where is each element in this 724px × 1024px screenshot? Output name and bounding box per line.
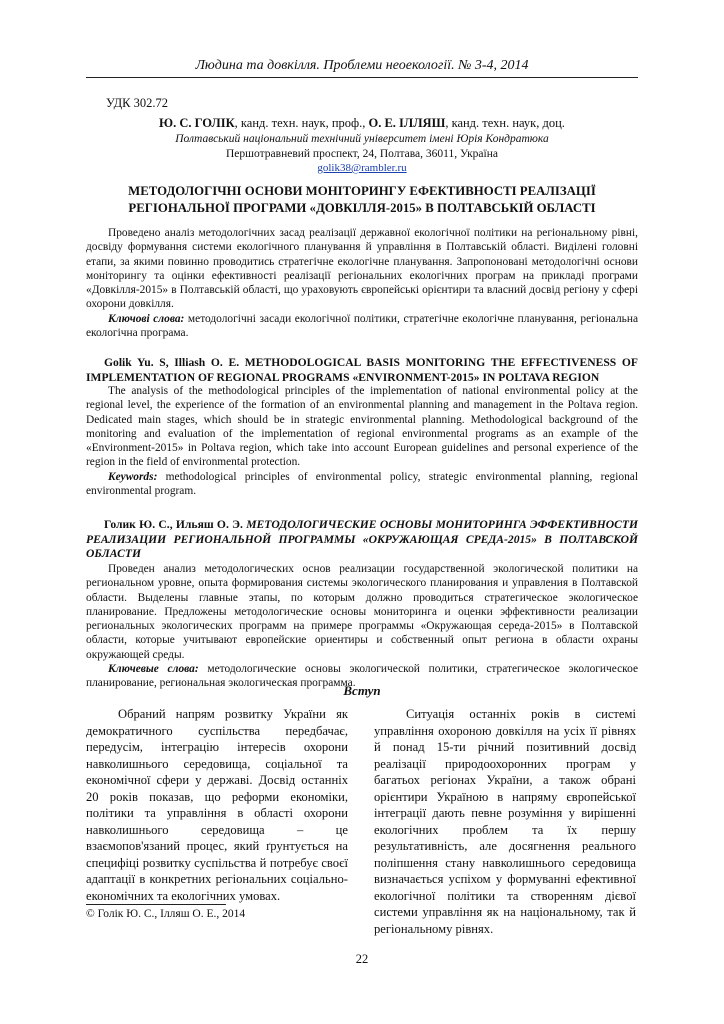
paper-title-ru <box>86 518 638 562</box>
email-link[interactable]: golik38@rambler.ru <box>317 162 407 174</box>
author-1-rank: , канд. техн. наук, проф., <box>234 116 369 130</box>
running-head: Людина та довкілля. Проблеми неоекології. № 3-4, 2014 <box>195 58 529 73</box>
abstract-ua-text: Проведено аналіз методологічних засад реалізації державної екологічної політики на регіональному рівні, досвіду формування системи екологічного планування й управління в Полтавській області. Виділені головні етапи, за якими повинно проводитись стратегічне екологічне планування. Запропоновані методологічні основи моніторингу та оцінки ефективності реалізації регіональних екологічних програм на прикладі програми «Довкілля-2015» в Полтавській області, що ураховують європейські орієнтири та власний досвід регіону у сфері охорони довкілля. <box>86 227 638 311</box>
footnote-rule <box>86 904 226 905</box>
keywords-ua-label: Ключові слова: <box>108 312 185 325</box>
abstract-en <box>86 384 638 498</box>
intro-column-left <box>86 706 348 904</box>
title-ru-text: МЕТОДОЛОГИЧЕСКИЕ ОСНОВЫ МОНИТОРИНГА ЭФФЕКТИВНОСТИ РЕАЛИЗАЦИИ РЕГИОНАЛЬНОЙ ПРОГРАММЫ «ОКРУЖАЮЩАЯ СРЕДА-2015» В ПОЛТАВСКОЙ ОБЛАСТИ <box>86 518 638 561</box>
abstract-en-text: The analysis of the methodological principles of the implementation of national environmental policy at the regional level, the experience of the formation of an environmental planning and management in the Poltava region. Dedicated main stages, which should be in strategic environmental planning. Methodological background of the monitoring and evaluation of the implementation of regional environmental programs as an example of the «Environment-2015» in Poltava region, which take into account European guidelines and personal experience of the region in the field of environmental protection. <box>86 385 638 469</box>
page-number: 22 <box>355 952 369 966</box>
keywords-ru-label: Ключевые слова: <box>108 663 199 676</box>
author-1-name: Ю. С. ГОЛІК <box>159 116 235 130</box>
address: Першотравневий проспект, 24, Полтава, 36011, Україна <box>226 148 498 160</box>
intro-left-paragraph: Обраний напрям розвитку України як демократичного суспільства передбачає, передусім, інтеграцію інтересів охорони навколишнього середовища, соціальної та економічної сфери у державі. Досвід останніх 20 років показав, що реформи економіки, політики та управління в області охорони навколишнього середовища – це взаємопов'язаний процес, який ґрунтується на специфіці розвитку суспільства й потребує своєї адаптації в конкретних регіональних соціально-економічних та екологічних умовах. <box>86 707 348 903</box>
section-heading: Вступ <box>343 683 381 698</box>
paper-title-en <box>86 356 638 385</box>
author-2-name: О. Е. ІЛЛЯШ <box>368 116 446 130</box>
title-ua-line-1: МЕТОДОЛОГІЧНІ ОСНОВИ МОНІТОРИНГУ ЕФЕКТИВНОСТІ РЕАЛІЗАЦІЇ <box>128 184 596 198</box>
title-ua-line-2: РЕГІОНАЛЬНОЇ ПРОГРАМИ «ДОВКІЛЛЯ-2015» В ПОЛТАВСЬКІЙ ОБЛАСТІ <box>128 201 596 215</box>
author-2-rank: , канд. техн. наук, доц. <box>445 116 565 130</box>
author-line <box>86 116 638 131</box>
udc-code: УДК 302.72 <box>106 96 168 110</box>
keywords-en-label: Keywords: <box>108 470 158 483</box>
keywords-en <box>86 470 638 499</box>
paper-title-ua <box>86 183 638 217</box>
intro-column-right <box>374 706 636 937</box>
abstract-ru-text: Проведен анализ методологических основ реализации государственной экологической политики на региональном уровне, опыта формирования системы экологического планирования и управления в Полтавской области. Выделены главные этапы, по которым должно проводиться стратегическое экологическое планирование. Предложены методологические основы мониторинга и оценки эффективности реализации региональных экологических программ на примере программы «Окружающая середа-2015» в Полтавской области, которые учитывают европейские ориентиры и собственный опыт региона в области охраны окружающей среды. <box>86 563 638 661</box>
affiliation: Полтавський національний технічний університет імені Юрія Кондратюка <box>175 133 549 145</box>
title-ru-authors: Голик Ю. С., Ильяш О. Э. <box>104 518 243 531</box>
intro-right-paragraph: Ситуація останніх років в системі управління охороною довкілля на усіх її рівнях й понад 15-ти річний позитивний досвід реалізації природоохоронних програм у багатьох регіонах України, а також обрані орієнтири Україною в напряму європейської інтеграції дають певне розуміння у вирішенні екологічних проблем та їх першу результативність, але досягнення реального поліпшення стану навколишнього середовища визначається успіхом у формуванні ефективної екологічної політики та створенням дієвої системи управління як на національному, так й регіональному рівнях. <box>374 707 636 936</box>
copyright-footnote: © Голік Ю. С., Ілляш О. Е., 2014 <box>86 908 246 920</box>
title-en-text: Golik Yu. S, Illiash O. E. METHODOLOGICAL BASIS MONITORING THE EFFECTIVENESS OF IMPLEMENTATION OF REGIONAL PROGRAMS «ENVIRONMENT-2015» IN POLTAVA REGION <box>86 356 638 384</box>
keywords-ua-text: методологічні засади екологічної політики, стратегічне екологічне планування, регіональна екологічна програма. <box>86 312 638 340</box>
keywords-ua <box>86 312 638 341</box>
abstract-ru <box>86 562 638 691</box>
keywords-ru-text: методологические основы экологической политики, стратегическое экологическое планирование, региональная экологическая программа. <box>86 663 638 690</box>
email-line <box>86 162 638 174</box>
header-rule <box>86 77 638 78</box>
keywords-en-text: methodological principles of environmental policy, strategic environmental planning, regional environmental program. <box>86 470 638 498</box>
abstract-ua <box>86 226 638 340</box>
journal-page <box>86 0 638 1024</box>
